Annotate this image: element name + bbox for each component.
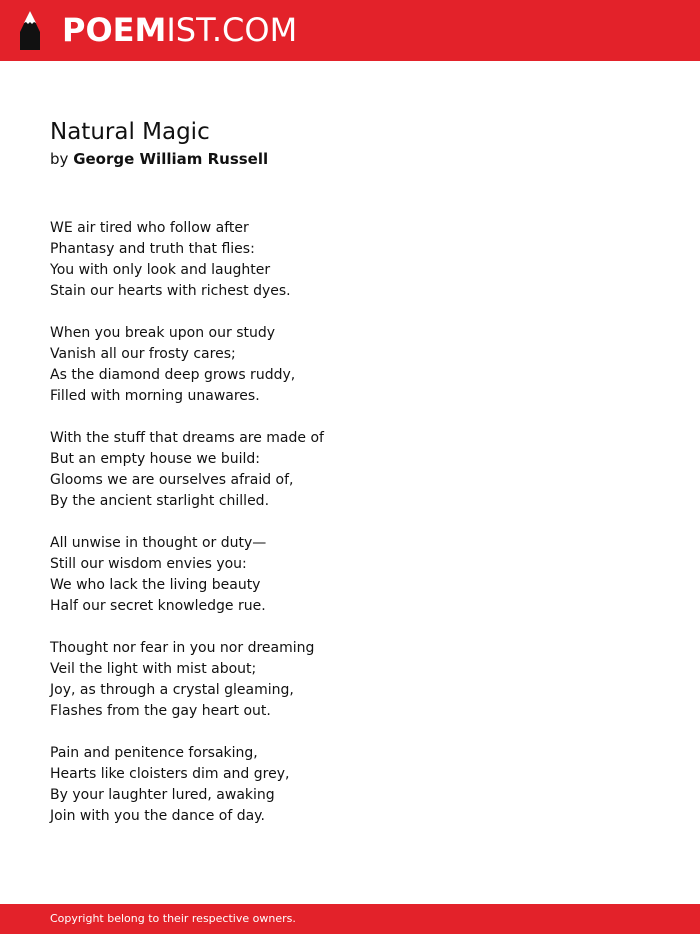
stanza: [50, 638, 650, 722]
site-footer: [0, 904, 700, 934]
stanza: [50, 533, 650, 617]
poem-line: All unwise in thought or duty—: [50, 535, 267, 551]
poem-line: Filled with morning unawares.: [50, 388, 260, 404]
copyright-text: Copyright belong to their respective owners.: [50, 912, 296, 925]
poem-title: Natural Magic: [50, 119, 210, 145]
by-label: by: [50, 150, 69, 168]
poem-line: Stain our hearts with richest dyes.: [50, 283, 291, 299]
poem-line: We who lack the living beauty: [50, 577, 261, 593]
poem-line: Phantasy and truth that flies:: [50, 241, 255, 257]
stanza: [50, 428, 650, 512]
poem-body: [50, 218, 650, 848]
poem-line: Vanish all our frosty cares;: [50, 346, 236, 362]
poem-line: WE air tired who follow after: [50, 220, 249, 236]
logo-text-bold: POEM: [62, 11, 167, 49]
poem-line: By your laughter lured, awaking: [50, 787, 275, 803]
author-name: George William Russell: [73, 150, 269, 168]
poem-line: You with only look and laughter: [50, 262, 271, 278]
poem-line: Joy, as through a crystal gleaming,: [50, 682, 294, 698]
poem-line: By the ancient starlight chilled.: [50, 493, 270, 509]
stanza: [50, 218, 650, 302]
stanza: [50, 743, 650, 827]
byline: [50, 149, 268, 169]
poem-line: Hearts like cloisters dim and grey,: [50, 766, 290, 782]
poem-line: Still our wisdom envies you:: [50, 556, 247, 572]
poem-line: Thought nor fear in you nor dreaming: [50, 640, 315, 656]
poem-line: Veil the light with mist about;: [50, 661, 257, 677]
poem-line: But an empty house we build:: [50, 451, 261, 467]
poem-line: Join with you the dance of day.: [50, 808, 265, 824]
poem-line: Glooms we are ourselves afraid of,: [50, 472, 294, 488]
poem-line: Half our secret knowledge rue.: [50, 598, 266, 614]
poem-line: As the diamond deep grows ruddy,: [50, 367, 296, 383]
site-header: [0, 0, 700, 61]
poem-line: When you break upon our study: [50, 325, 276, 341]
pencil-tip-icon: [18, 10, 42, 52]
poem-line: With the stuff that dreams are made of: [50, 430, 324, 446]
site-logo[interactable]: [62, 10, 297, 50]
logo-text-light: IST.COM: [166, 11, 298, 49]
poem-line: Flashes from the gay heart out.: [50, 703, 271, 719]
stanza: [50, 323, 650, 407]
poem-line: Pain and penitence forsaking,: [50, 745, 258, 761]
